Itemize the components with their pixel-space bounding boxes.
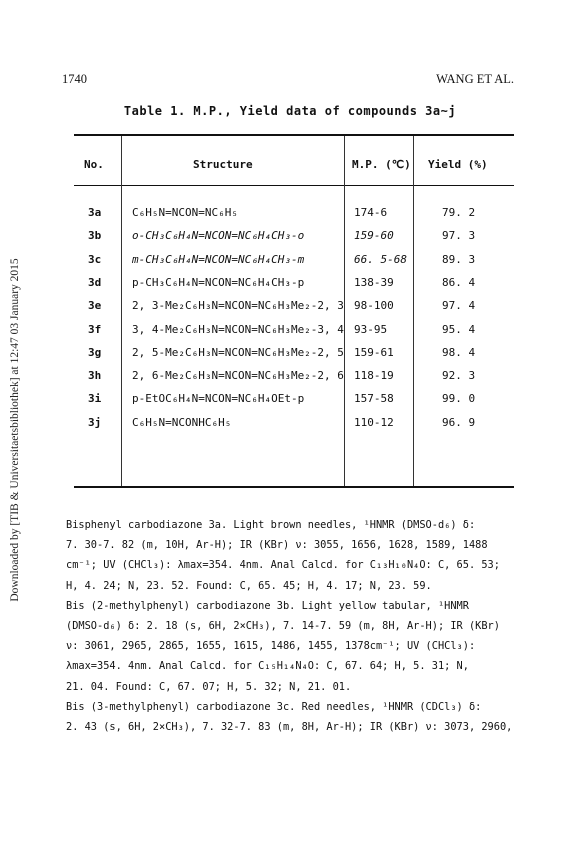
text-line: 7. 30-7. 82 (m, 10H, Ar-H); IR (KBr) ν: 3055, 1656, 1628, 1589, 1488 <box>66 539 488 552</box>
running-head: WANG ET AL. <box>436 72 514 86</box>
table-top-rule <box>74 134 514 136</box>
text-line: cm⁻¹; UV (CHCl₃): λmax=354. 4nm. Anal Calcd. for C₁₃H₁₀N₄O: C, 65. 53; <box>66 559 500 572</box>
yield-cell: 97. 4 <box>442 299 476 313</box>
melting-point-cell: 138-39 <box>354 275 394 289</box>
text-line: λmax=354. 4nm. Anal Calcd. for C₁₅H₁₄N₄O: C, 67. 64; H, 5. 31; N, <box>66 660 469 673</box>
column-header-yield: Yield (%) <box>428 158 488 171</box>
compound-number-cell: 3b <box>88 229 102 243</box>
yield-cell: 98. 4 <box>442 345 476 359</box>
text-line: H, 4. 24; N, 23. 52. Found: C, 65. 45; H, 4. 17; N, 23. 59. <box>66 579 432 592</box>
structure-cell: 2, 5-Me₂C₆H₃N=NCON=NC₆H₃Me₂-2, 5 <box>132 345 344 359</box>
column-header-structure: Structure <box>193 158 253 171</box>
table-row <box>0 206 580 228</box>
melting-point-cell: 98-100 <box>354 299 394 313</box>
structure-cell: 2, 3-Me₂C₆H₃N=NCON=NC₆H₃Me₂-2, 3 <box>132 299 344 313</box>
yield-cell: 86. 4 <box>442 275 476 289</box>
melting-point-cell: 159-60 <box>354 229 394 243</box>
table-bottom-rule <box>74 486 514 488</box>
melting-point-cell: 118-19 <box>354 369 394 383</box>
table-header-rule <box>74 185 514 186</box>
structure-cell: p-CH₃C₆H₄N=NCON=NC₆H₄CH₃-p <box>132 275 305 289</box>
melting-point-cell: 110-12 <box>354 415 394 429</box>
text-line: Bisphenyl carbodiazone 3a. Light brown needles, ¹HNMR (DMSO-d₆) δ: <box>66 519 476 531</box>
text-line: ν: 3061, 2965, 2865, 1655, 1615, 1486, 1455, 1378cm⁻¹; UV (CHCl₃): <box>66 640 476 653</box>
table-row <box>0 299 580 321</box>
structure-cell: p-EtOC₆H₄N=NCON=NC₆H₄OEt-p <box>132 392 305 406</box>
experimental-text <box>66 515 521 737</box>
compound-description-paragraph <box>66 515 521 596</box>
text-line: Bis (2-methylphenyl) carbodiazone 3b. Light yellow tabular, ¹HNMR <box>66 599 469 612</box>
structure-cell: 3, 4-Me₂C₆H₃N=NCON=NC₆H₃Me₂-3, 4 <box>132 322 344 336</box>
table-row <box>0 253 580 275</box>
compound-description-paragraph <box>66 697 521 737</box>
table-row <box>0 323 580 345</box>
table-caption: Table 1. M.P., Yield data of compounds 3a~j <box>123 104 457 118</box>
text-line: 21. 04. Found: C, 67. 07; H, 5. 32; N, 21. 01. <box>66 680 352 693</box>
table-row <box>0 392 580 414</box>
text-line: (DMSO-d₆) δ: 2. 18 (s, 6H, 2×CH₃), 7. 14-7. 59 (m, 8H, Ar-H); IR (KBr) <box>66 620 500 633</box>
table-row <box>0 276 580 298</box>
melting-point-cell: 157-58 <box>354 392 394 406</box>
table-row <box>0 346 580 368</box>
table-row <box>0 369 580 391</box>
structure-cell: o-CH₃C₆H₄N=NCON=NC₆H₄CH₃-o <box>132 229 305 243</box>
compound-description-paragraph <box>66 596 521 697</box>
yield-cell: 99. 0 <box>442 392 476 406</box>
yield-cell: 97. 3 <box>442 229 476 243</box>
melting-point-cell: 93-95 <box>354 322 388 336</box>
compound-number-cell: 3i <box>88 392 102 406</box>
yield-cell: 96. 9 <box>442 415 476 429</box>
compound-number-cell: 3f <box>88 322 102 336</box>
text-line: Bis (3-methylphenyl) carbodiazone 3c. Red needles, ¹HNMR (CDCl₃) δ: <box>66 700 482 713</box>
yield-cell: 95. 4 <box>442 322 476 336</box>
compound-number-cell: 3j <box>88 415 102 429</box>
yield-cell: 89. 3 <box>442 252 476 266</box>
table-row <box>0 229 580 251</box>
compound-number-cell: 3h <box>88 369 102 383</box>
yield-cell: 92. 3 <box>442 369 476 383</box>
structure-cell: C₆H₅N=NCONHC₆H₅ <box>132 415 232 429</box>
page-number: 1740 <box>62 72 87 86</box>
melting-point-cell: 66. 5-68 <box>354 252 407 266</box>
compound-number-cell: 3e <box>88 299 102 313</box>
compound-number-cell: 3a <box>88 206 102 219</box>
table-row <box>0 416 580 438</box>
structure-cell: C₆H₅N=NCON=NC₆H₅ <box>132 206 238 219</box>
melting-point-cell: 174-6 <box>354 206 388 219</box>
yield-cell: 79. 2 <box>442 206 476 219</box>
compound-number-cell: 3g <box>88 345 102 359</box>
melting-point-cell: 159-61 <box>354 345 394 359</box>
text-line: 2. 43 (s, 6H, 2×CH₃), 7. 32-7. 83 (m, 8H, Ar-H); IR (KBr) ν: 3073, 2960, <box>66 721 513 734</box>
column-header-no: No. <box>84 158 104 171</box>
compound-number-cell: 3d <box>88 275 102 289</box>
download-watermark-text: Downloaded by [TIB & Universitaetsbibliothek] at 12:47 03 January 2015 <box>9 258 21 602</box>
structure-cell: 2, 6-Me₂C₆H₃N=NCON=NC₆H₃Me₂-2, 6 <box>132 369 344 383</box>
compound-number-cell: 3c <box>88 252 102 266</box>
column-header-mp: M.P. (℃) <box>352 158 411 171</box>
structure-cell: m-CH₃C₆H₄N=NCON=NC₆H₄CH₃-m <box>132 252 305 266</box>
